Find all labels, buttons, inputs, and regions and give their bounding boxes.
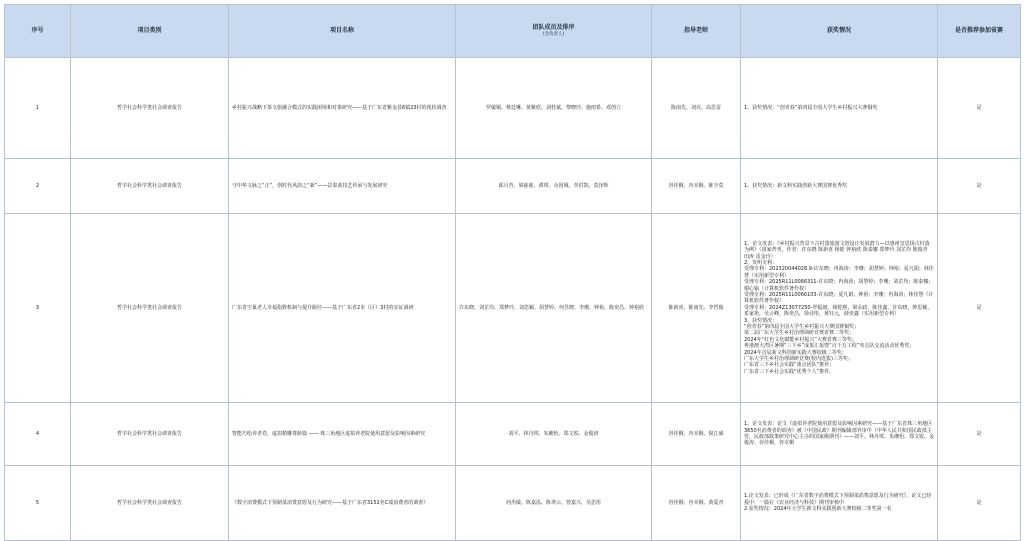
col-header-no: 序号 [5,5,71,58]
col-header-awards: 获奖情况 [741,5,938,58]
cell-awards: 1、论文发表：论文《虚拟养老院使用意愿及影响因素研究——基于广东省珠三角地区3650名消费者的调查》被《中国民政》期刊编辑部外审中（中华人民共和国民政部主管，民政部政策研究中心主办的国家级期刊）——刘平、林丹琪、朱湘怡、郑文锐、金俊涛、谷佳桐、谷幸桐 [741,403,938,466]
table-row [5,159,1021,214]
cell-advisor: 陈新喜、陈南先、李哲俊 [652,214,741,403]
cell-recommend: 是 [938,403,1021,466]
cell-advisor: 陈南先、刘亮、高思雷 [652,58,741,159]
table-row [5,214,1021,403]
cell-members: 许东晓、刘芷均、郑梦玲、刘思颖、胡慧婷、何昱晓、李珊、钟裕、陈奕昌、钟裕欣 [456,214,652,403]
col-header-advisor: 指导老师 [652,5,741,58]
cell-no: 5 [5,466,71,541]
project-table [4,4,1021,541]
col-header-members: 团队成员及排序 (含负责人) [456,5,652,58]
table-row [5,58,1021,159]
cell-recommend: 是 [938,159,1021,214]
col-header-recommend: 是否推荐参加省赛 [938,5,1021,58]
cell-members: 邱月杏、梁慈慈、谭琪、余国城、李洪凯、莫泽辉 [456,159,652,214]
cell-recommend: 是 [938,214,1021,403]
cell-advisor: 谷佳桐、谷幸桐、黄爱青 [652,466,741,541]
cell-recommend: 是 [938,466,1021,541]
cell-no: 1 [5,58,71,159]
cell-no: 3 [5,214,71,403]
table-row [5,466,1021,541]
cell-category: 哲学社会科学类社会调查报告 [71,403,229,466]
cell-category: 哲学社会科学类社会调查报告 [71,159,229,214]
cell-advisor: 谷佳桐、谷幸桐、陈少莫 [652,159,741,214]
cell-category: 哲学社会科学类社会调查报告 [71,214,229,403]
cell-project-name: 广东省空巢老人幸福指数机制与提升路径——基于广东省2市（区）3村的实证调研 [229,214,456,403]
cell-awards: 1、论文发表：《乡村振兴背景下古村落旅游文创设计发展潜力—以惠州皇思扬古村落为例》（国家普刊，作者：许东晓 陈新喜 杨皓 钟裕欣 陈泰娜 郑梦玲 刘芷均 陈俊青 田涛 雷金玲） 2、发明专利： 受理专利：202320044028.9-许东晓；冉海涛；李珊；胡慧婷；钟裕；夏凡娟；林佳慧（实用新型专利） 受理专利：2025R11L0066311-许东晓；冉海涛；胡慧婷；李珊；刘芷均；陈泰娜；谢心愉（计算机软件著作权） 受理专利：2025R11L0066103-许东晓；夏凡娟；钟裕；李珊；冉海涛；林佳慧（计算机软件著作权） 受理专利：2024Z13077250-罗振朗，杨乾熙，梁永政，陈佳鑫，许东晓，钟思颖，希家艳，吴云峰，陈奕昌，徐诗彤，黄钰元，薛奕鑫（实用新型专利） 3、获奖情况： “创青春”第四届全国大学生乡村振兴大赛国赛铜奖； 第二届广东大学生乡村治理调研竞赛省赛二等奖； 2024年“红色文化赋能乡村振兴”大赛省赛三等奖； 粤港澳大湾区暑期“三下乡”成果汇报暨“百千万工程”突击队交流活动优秀奖； 2024年首届新文科创新实践大赛校级二等奖； 广东大学生乡村治理调研竞赛(校内选拔)三等奖； 广东省三下乡社会实践“重点团队”推荐； 广东省三下乡社会实践“优秀个人”推荐。 [741,214,938,403]
cell-members: 罗敏铜、蔡廷琳、黄紫欣、刘桂斌、黎晓玲、施雨希、邓创立 [456,58,652,159]
cell-project-name: 乡村振兴战略下茶文旅融合模式的实践困境和对策研究——基于广东省紫金县6镇23村的现状调查 [229,58,456,159]
cell-project-name: 《数字消费模式下预制菜消费意愿及行为研究——基于广东省3152名C端消费者的调查》 [229,466,456,541]
cell-awards: 1、获奖情况：新文科实践创新大赛国赛优秀奖 [741,159,938,214]
cell-members: 何杰敏、陈嘉泓、陈翠云、曾嘉兴、吴思彤 [456,466,652,541]
report-sheet [4,4,1020,541]
cell-category: 哲学社会科学类社会调查报告 [71,466,229,541]
cell-awards: 1.论文发表：已形成《广东省数字消费模式下预制菜消费意愿及行为研究》，论文已经投中，一篇在《农业经济与科技》期刊审核中 2.获奖情况：2024年大学生新文科实践创新大赛校级二等奖第一名 [741,466,938,541]
cell-members: 刘平、林丹琪、朱湘怡、郑文锐、金俊涛 [456,403,652,466]
cell-category: 哲学社会科学类社会调查报告 [71,58,229,159]
cell-awards: 1、获奖情况：“创青春”第四届全国大学生乡村振兴大赛铜奖 [741,58,938,159]
cell-project-name: 智能巧绘养老卷，虚拟精雕尊龄篇 —— 珠三角地区虚拟养老院使用意愿及影响因素研究 [229,403,456,466]
cell-recommend: 是 [938,58,1021,159]
table-row [5,403,1021,466]
col-header-category: 项目类别 [71,5,229,58]
cell-project-name: 守中华文脉之“正”，创时代风韵之“新”——景泰蓝技艺传承与发展研究 [229,159,456,214]
cell-advisor: 谷佳桐、谷幸桐、倪江威 [652,403,741,466]
header-row [5,5,1021,58]
cell-no: 2 [5,159,71,214]
cell-no: 4 [5,403,71,466]
col-header-members-sub: (含负责人) [542,32,565,38]
col-header-name: 项目名称 [229,5,456,58]
